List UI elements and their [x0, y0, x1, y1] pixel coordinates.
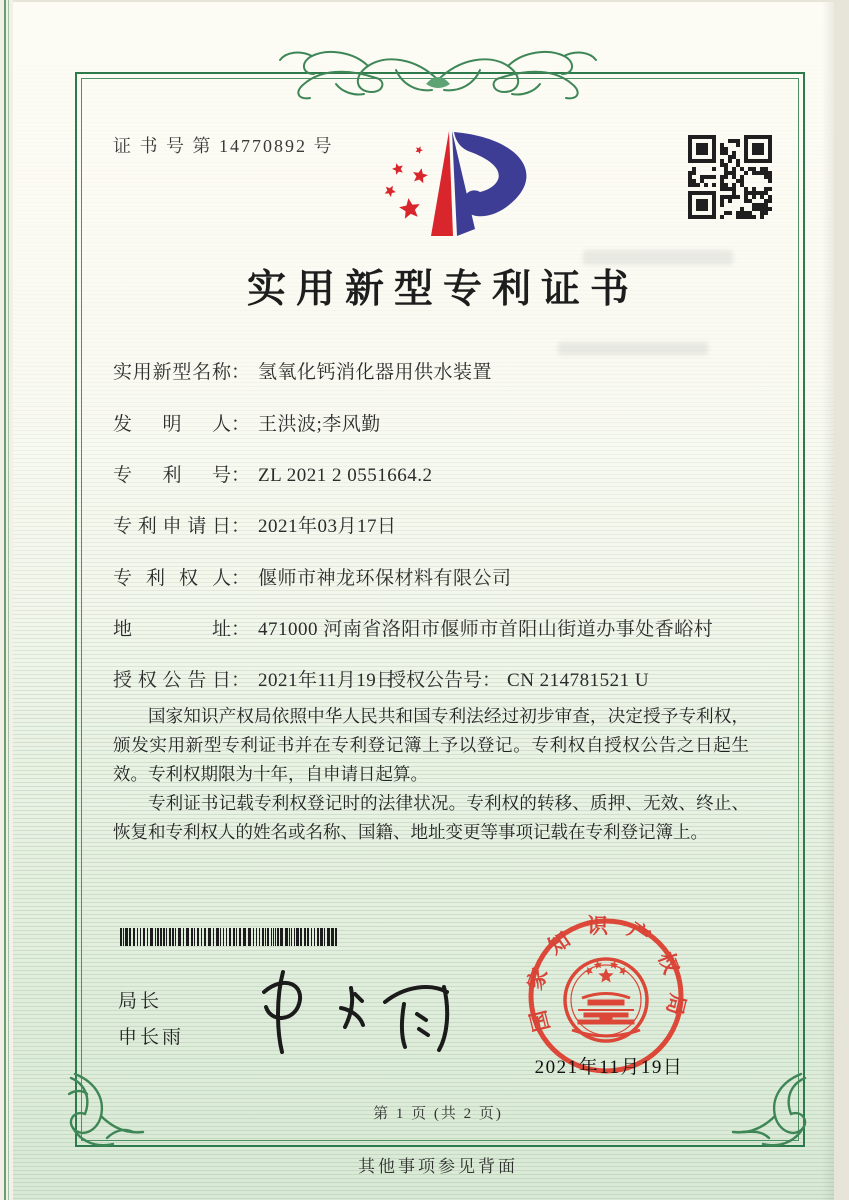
field-row-inventor — [113, 409, 381, 436]
certificate-title: 实用新型专利证书 — [246, 268, 639, 311]
signer-name: 申长雨 — [118, 1027, 185, 1048]
field-value: ZL 2021 2 0551664.2 — [258, 465, 433, 486]
field-colon: ： — [231, 568, 251, 589]
field-colon: ： — [231, 619, 251, 640]
back-side-note: 其他事项参见背面 — [358, 1157, 518, 1176]
field-colon: ： — [231, 465, 251, 486]
certificate-page — [13, 2, 834, 1200]
seal-date: 2021年11月19日 — [534, 1057, 684, 1078]
qr-code — [688, 135, 772, 219]
field-row-patentee — [113, 563, 512, 590]
top-flourish-ornament — [276, 40, 600, 106]
field-colon: ： — [231, 362, 251, 383]
field-label: 地址 — [113, 619, 231, 640]
field-label: 专利号 — [113, 465, 231, 486]
field-colon: ： — [231, 670, 251, 691]
barcode — [120, 928, 339, 946]
signer-title: 局长 — [118, 991, 163, 1012]
legal-paragraph: 国家知识产权局依照中华人民共和国专利法经过初步审查，决定授予专利权，颁发实用新型专利证书并在专利登记簿上予以登记。专利权自授权公告之日起生效。专利权期限为十年，自申请日起算。 — [113, 706, 749, 784]
logo-stars — [385, 146, 428, 219]
seal-text: 国家知识产权局 — [521, 913, 691, 1035]
spine-line — [8, 0, 9, 1200]
national-emblem — [565, 959, 647, 1041]
field-colon: ： — [231, 414, 251, 435]
field-row-patent-number — [113, 460, 433, 487]
field-value: CN 214781521 U — [507, 670, 650, 691]
spine-line — [4, 0, 6, 1200]
field-value: 偃师市神龙环保材料有限公司 — [258, 568, 512, 589]
field-row-address — [113, 614, 713, 641]
commissioner-signature — [251, 952, 466, 1064]
field-row-grant — [113, 665, 650, 692]
field-label: 发明人 — [113, 414, 231, 435]
field-label: 授权公告日 — [113, 670, 231, 691]
field-label: 授权公告号 — [387, 670, 483, 691]
field-colon: ： — [231, 516, 251, 537]
field-label: 专利申请日 — [113, 516, 231, 537]
page-number: 第 1 页 (共 2 页) — [373, 1106, 503, 1122]
field-value: 2021年03月17日 — [258, 516, 397, 537]
field-value: 氢氧化钙消化器用供水装置 — [258, 362, 493, 383]
legal-text — [113, 702, 749, 847]
field-label: 实用新型名称 — [113, 362, 231, 383]
legal-paragraph: 专利证书记载专利权登记时的法律状况。专利权的转移、质押、无效、终止、恢复和专利权人的姓名或名称、国籍、地址变更等事项记载在专利登记簿上。 — [113, 793, 749, 842]
field-row-name — [113, 357, 492, 384]
field-value: 王洪波;李风勤 — [258, 414, 381, 435]
certificate-number: 证 书 号 第 14770892 号 — [113, 136, 334, 156]
logo-wedge-red — [431, 131, 453, 236]
cnipa-logo — [365, 124, 547, 246]
book-spine-edge — [0, 0, 13, 1200]
field-label: 专利权人 — [113, 568, 231, 589]
field-grant-number — [387, 665, 649, 692]
field-value: 2021年11月19日 — [258, 670, 396, 691]
field-value: 471000 河南省洛阳市偃师市首阳山街道办事处香峪村 — [258, 619, 714, 640]
show-through-mark — [558, 342, 708, 355]
field-colon: ： — [482, 670, 502, 691]
field-row-filing-date — [113, 511, 397, 538]
